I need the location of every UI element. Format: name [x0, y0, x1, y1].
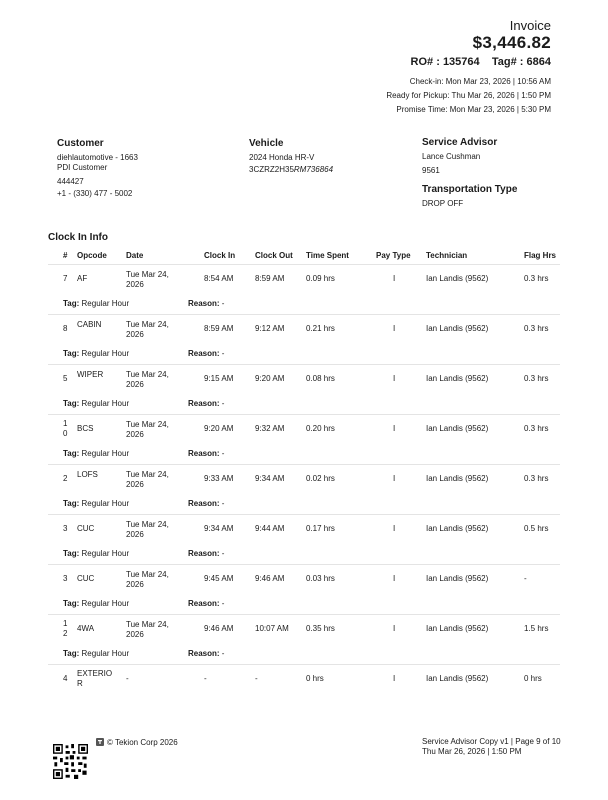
row-time-spent: 0.35 hrs [306, 624, 335, 633]
row-date: - [126, 674, 129, 683]
row-clock-in: 8:59 AM [204, 324, 234, 333]
row-divider [48, 614, 560, 615]
customer-phone: +1 - (330) 477 - 5002 [57, 189, 133, 198]
tag-value: Regular Hour [81, 549, 130, 558]
row-clock-out: 9:32 AM [255, 424, 285, 433]
row-time-spent: 0.03 hrs [306, 574, 335, 583]
row-clock-in: - [204, 674, 207, 683]
row-opcode: EXTERIO R [77, 669, 113, 688]
qr-code [53, 744, 88, 779]
row-opcode: WIPER [77, 370, 104, 379]
row-pay-type: I [393, 674, 396, 683]
row-reason [188, 499, 224, 508]
row-tag [63, 499, 129, 508]
col-header-flag-hrs: Flag Hrs [524, 251, 557, 260]
col-header-technician: Technician [426, 251, 468, 260]
row-opcode: AF [77, 274, 88, 283]
row-pay-type: I [393, 424, 396, 433]
row-reason [188, 449, 224, 458]
row-tag [63, 449, 129, 458]
transport-value: DROP OFF [422, 199, 464, 208]
tag-number: Tag# : 6864 [491, 56, 551, 68]
col-header-pay-type: Pay Type [376, 251, 411, 260]
customer-id: 444427 [57, 177, 84, 186]
row-divider [48, 364, 560, 365]
row-number: 1 0 [63, 419, 68, 438]
reason-value: - [221, 349, 225, 358]
tag-value: Regular Hour [81, 599, 130, 608]
row-time-spent: 0.21 hrs [306, 324, 335, 333]
row-pay-type: I [393, 624, 396, 633]
row-opcode: CABIN [77, 320, 102, 329]
row-clock-out: 10:07 AM [255, 624, 289, 633]
row-divider [48, 514, 560, 515]
advisor-label: Service Advisor [422, 137, 498, 148]
row-reason [188, 399, 224, 408]
row-divider [48, 664, 560, 665]
customer-label: Customer [57, 138, 104, 149]
row-clock-out: 9:46 AM [255, 574, 285, 583]
row-flag-hrs: 0.5 hrs [524, 524, 549, 533]
row-technician: Ian Landis (9562) [426, 674, 489, 683]
row-flag-hrs: - [524, 574, 527, 583]
row-tag [63, 649, 129, 658]
row-reason [188, 299, 224, 308]
row-date: Tue Mar 24, 2026 [126, 270, 169, 289]
row-flag-hrs: 0 hrs [524, 674, 542, 683]
row-number: 7 [63, 274, 68, 283]
reason-value: - [221, 549, 225, 558]
promise-time: Promise Time: Mon Mar 23, 2026 | 5:30 PM [396, 105, 551, 114]
clock-in-title: Clock In Info [48, 232, 108, 243]
row-date: Tue Mar 24, 2026 [126, 570, 169, 589]
tag-value: Regular Hour [81, 499, 130, 508]
tag-label: Tag: [63, 299, 80, 308]
row-technician: Ian Landis (9562) [426, 424, 489, 433]
reason-label: Reason: [188, 549, 220, 558]
reason-value: - [221, 399, 225, 408]
reason-label: Reason: [188, 349, 220, 358]
advisor-id: 9561 [422, 166, 440, 175]
printed-time: Thu Mar 26, 2026 | 1:50 PM [422, 747, 522, 756]
row-time-spent: 0.02 hrs [306, 474, 335, 483]
row-technician: Ian Landis (9562) [426, 374, 489, 383]
row-pay-type: I [393, 324, 396, 333]
row-date: Tue Mar 24, 2026 [126, 420, 169, 439]
row-clock-in: 8:54 AM [204, 274, 234, 283]
reason-value: - [221, 649, 225, 658]
tag-value: Regular Hour [81, 299, 130, 308]
row-pay-type: I [393, 474, 396, 483]
transport-label: Transportation Type [422, 184, 518, 195]
document-title: Invoice [509, 18, 551, 33]
row-flag-hrs: 0.3 hrs [524, 424, 549, 433]
row-pay-type: I [393, 274, 396, 283]
tekion-logo-icon [96, 738, 104, 746]
reason-label: Reason: [188, 449, 220, 458]
row-clock-in: 9:46 AM [204, 624, 234, 633]
row-clock-in: 9:15 AM [204, 374, 234, 383]
row-time-spent: 0.17 hrs [306, 524, 335, 533]
reason-value: - [221, 599, 225, 608]
tag-value: Regular Hour [81, 349, 130, 358]
row-technician: Ian Landis (9562) [426, 274, 489, 283]
reason-label: Reason: [188, 649, 220, 658]
row-number: 3 [63, 524, 68, 533]
ro-number: RO# : 135764 [410, 56, 480, 68]
tag-label: Tag: [63, 549, 80, 558]
col-header-opcode: Opcode [77, 251, 107, 260]
row-number: 2 [63, 474, 68, 483]
copy-info: Service Advisor Copy v1 | Page 9 of 10 [422, 737, 561, 746]
row-pay-type: I [393, 574, 396, 583]
tag-value: Regular Hour [81, 399, 130, 408]
tag-value: Regular Hour [81, 649, 130, 658]
row-tag [63, 399, 129, 408]
row-technician: Ian Landis (9562) [426, 524, 489, 533]
advisor-name: Lance Cushman [422, 152, 481, 161]
customer-type: PDI Customer [57, 163, 108, 172]
row-divider [48, 564, 560, 565]
row-flag-hrs: 0.3 hrs [524, 474, 549, 483]
row-number: 4 [63, 674, 68, 683]
row-date: Tue Mar 24, 2026 [126, 470, 169, 489]
row-tag [63, 599, 129, 608]
row-divider [48, 414, 560, 415]
reason-value: - [221, 499, 225, 508]
checkin-time: Check-in: Mon Mar 23, 2026 | 10:56 AM [409, 77, 551, 86]
reason-value: - [221, 449, 225, 458]
row-technician: Ian Landis (9562) [426, 624, 489, 633]
tag-label: Tag: [63, 449, 80, 458]
row-date: Tue Mar 24, 2026 [126, 520, 169, 539]
row-clock-in: 9:45 AM [204, 574, 234, 583]
row-reason [188, 549, 224, 558]
col-header-date: Date [126, 251, 144, 260]
row-pay-type: I [393, 524, 396, 533]
reason-label: Reason: [188, 399, 220, 408]
copyright-text: © Tekion Corp 2026 [107, 738, 178, 747]
tag-label: Tag: [63, 499, 80, 508]
col-header-number: # [63, 251, 68, 260]
row-date: Tue Mar 24, 2026 [126, 320, 169, 339]
row-flag-hrs: 1.5 hrs [524, 624, 549, 633]
row-technician: Ian Landis (9562) [426, 474, 489, 483]
row-number: 5 [63, 374, 68, 383]
reason-label: Reason: [188, 299, 220, 308]
col-header-clock-in: Clock In [204, 251, 236, 260]
row-pay-type: I [393, 374, 396, 383]
row-tag [63, 299, 129, 308]
row-clock-out: 8:59 AM [255, 274, 285, 283]
row-clock-out: 9:34 AM [255, 474, 285, 483]
tag-label: Tag: [63, 349, 80, 358]
col-header-time-spent: Time Spent [306, 251, 349, 260]
row-date: Tue Mar 24, 2026 [126, 620, 169, 639]
vin-prefix: 3CZRZ2H35 [249, 165, 294, 174]
tag-label: Tag: [63, 599, 80, 608]
row-divider [48, 464, 560, 465]
row-time-spent: 0.20 hrs [306, 424, 335, 433]
row-clock-out: 9:20 AM [255, 374, 285, 383]
reason-value: - [221, 299, 225, 308]
pickup-time: Ready for Pickup: Thu Mar 26, 2026 | 1:50 PM [386, 91, 551, 100]
row-clock-out: 9:12 AM [255, 324, 285, 333]
tag-value: Regular Hour [81, 449, 130, 458]
row-flag-hrs: 0.3 hrs [524, 274, 549, 283]
row-time-spent: 0.09 hrs [306, 274, 335, 283]
ro-tag-line [411, 56, 551, 68]
reason-label: Reason: [188, 599, 220, 608]
row-reason [188, 349, 224, 358]
row-opcode: BCS [77, 424, 94, 433]
customer-name: diehlautomotive - 1663 [57, 153, 138, 162]
vehicle-label: Vehicle [249, 138, 284, 149]
row-flag-hrs: 0.3 hrs [524, 374, 549, 383]
row-date: Tue Mar 24, 2026 [126, 370, 169, 389]
row-clock-in: 9:33 AM [204, 474, 234, 483]
row-technician: Ian Landis (9562) [426, 324, 489, 333]
row-clock-in: 9:34 AM [204, 524, 234, 533]
row-opcode: LOFS [77, 470, 98, 479]
tag-label: Tag: [63, 399, 80, 408]
row-time-spent: 0.08 hrs [306, 374, 335, 383]
tag-label: Tag: [63, 649, 80, 658]
reason-label: Reason: [188, 499, 220, 508]
row-clock-out: 9:44 AM [255, 524, 285, 533]
row-number: 8 [63, 324, 68, 333]
row-number: 1 2 [63, 619, 68, 638]
col-header-clock-out: Clock Out [255, 251, 293, 260]
row-divider [48, 314, 560, 315]
row-number: 3 [63, 574, 68, 583]
row-reason [188, 649, 224, 658]
row-clock-in: 9:20 AM [204, 424, 234, 433]
row-opcode: 4WA [77, 624, 95, 633]
invoice-total: $3,446.82 [472, 33, 551, 52]
row-reason [188, 599, 224, 608]
page-info [422, 737, 561, 757]
vehicle-vin [249, 165, 333, 174]
row-technician: Ian Landis (9562) [426, 574, 489, 583]
row-clock-out: - [255, 674, 258, 683]
row-tag [63, 549, 129, 558]
header-divider [48, 264, 560, 265]
row-opcode: CUC [77, 574, 95, 583]
vehicle-model: 2024 Honda HR-V [249, 153, 315, 162]
row-opcode: CUC [77, 524, 95, 533]
row-tag [63, 349, 129, 358]
row-flag-hrs: 0.3 hrs [524, 324, 549, 333]
row-time-spent: 0 hrs [306, 674, 324, 683]
vin-suffix: RM736864 [293, 165, 334, 174]
